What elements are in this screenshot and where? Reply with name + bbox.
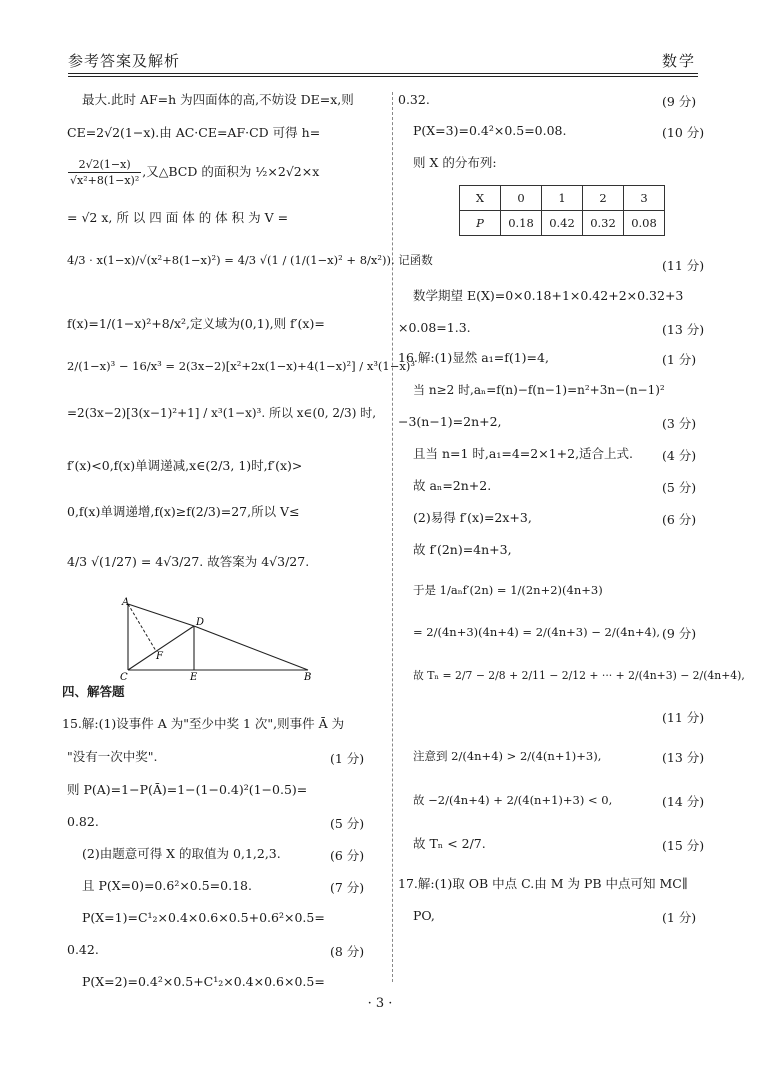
label-c: C <box>120 672 128 682</box>
segment-af <box>128 604 156 651</box>
text-line: 17.解:(1)取 OB 中点 C.由 M 为 PB 中点可知 MC∥ <box>398 876 688 891</box>
text-line: −3(n−1)=2n+2, <box>398 414 502 429</box>
fraction: $\frac{2√2(1-x)}{\text{√x²+8(1−x)²}}$ <box>70 158 140 187</box>
score: (6 分) <box>662 512 697 527</box>
page-number: · 3 · <box>367 996 393 1011</box>
math-line: $\frac{2√2(1-x)}{\text{√x²+8(1−x)²}}$ ,又△BCD 的面积为 ½×2√2×x <box>70 158 320 187</box>
score: (13 分) <box>662 750 705 765</box>
label-e: E <box>190 672 198 682</box>
text-line: f′(x)<0,f(x)单调递减,x∈(2/3, 1)时,f′(x)> <box>67 458 303 473</box>
text-line: 故 Tₙ < 2/7. <box>413 836 486 851</box>
score: (5 分) <box>330 816 365 831</box>
text-line: = √2 x, 所 以 四 面 体 的 体 积 为 V = <box>67 210 289 225</box>
score: (7 分) <box>330 880 365 895</box>
score: (9 分) <box>662 626 697 641</box>
page-header <box>68 46 696 74</box>
score: (8 分) <box>330 944 365 959</box>
math-line: = 2/(4n+3)(4n+4) = 2/(4n+3) − 2/(4n+4), <box>413 625 661 639</box>
text-line: 0,f(x)单调递增,f(x)≥f(2/3)=27,所以 V≤ <box>67 504 300 519</box>
geometry-figure <box>108 596 324 682</box>
text-line: 数学期望 E(X)=0×0.18+1×0.42+2×0.32+3 <box>413 288 684 303</box>
score: (10 分) <box>662 125 705 140</box>
text-line: P(X=2)=0.4²×0.5+C¹₂×0.4×0.6×0.5= <box>82 974 325 989</box>
text-line: 16.解:(1)显然 a₁=f(1)=4, <box>398 350 549 365</box>
header-title: 参考答案及解析 <box>68 52 181 70</box>
table-cell: 0.42 <box>542 211 583 236</box>
score: (1 分) <box>330 751 365 766</box>
segment-db <box>194 626 308 670</box>
table-cell: 0.08 <box>624 211 665 236</box>
score: (4 分) <box>662 448 697 463</box>
text-line: 且 P(X=0)=0.6²×0.5=0.18. <box>82 878 252 893</box>
score: (5 分) <box>662 480 697 495</box>
text-line: P(X=3)=0.4²×0.5=0.08. <box>413 123 567 138</box>
text-line: 且当 n=1 时,a₁=4=2×1+2,适合上式. <box>413 446 634 461</box>
math-line: 故 −2/(4n+4) + 2/(4(n+1)+3) < 0, <box>413 793 613 807</box>
score: (11 分) <box>662 710 705 725</box>
text-line: "没有一次中奖". <box>67 749 158 764</box>
section-heading: 四、解答题 <box>62 684 125 699</box>
segment-cd <box>128 626 194 670</box>
score: (11 分) <box>662 258 705 273</box>
header-subject: 数学 <box>661 52 696 70</box>
text-line: P(X=1)=C¹₂×0.4×0.6×0.5+0.6²×0.5= <box>82 910 325 925</box>
table-cell: 0.32 <box>583 211 624 236</box>
label-b: B <box>304 672 312 682</box>
text-line: 4/3 √(1/27) = 4√3/27. 故答案为 4√3/27. <box>67 554 310 569</box>
score: (6 分) <box>330 848 365 863</box>
table-cell: 0 <box>501 186 542 211</box>
text-line: f(x)=1/(1−x)²+8/x²,定义域为(0,1),则 f′(x)= <box>67 316 325 331</box>
score: (1 分) <box>662 910 697 925</box>
text-line: 则 P(A)=1−P(Ā)=1−(1−0.4)²(1−0.5)= <box>67 782 308 797</box>
text-line: 故 aₙ=2n+2. <box>413 478 492 493</box>
table-cell: 0.18 <box>501 211 542 236</box>
segment-ad <box>128 604 194 626</box>
math-line: 故 Tₙ = 2/7 − 2/8 + 2/11 − 2/12 + ··· + 2/(4n+3) − 2/(4n+4), <box>413 669 745 682</box>
text-line: CE=2√2(1−x).由 AC·CE=AF·CD 可得 h= <box>67 125 321 140</box>
header-rule <box>68 73 698 74</box>
table-cell: 3 <box>624 186 665 211</box>
math-line: =2(3x−2)[3(x−1)²+1] / x³(1−x)³. 所以 x∈(0, 2/3) 时, <box>67 406 377 420</box>
column-divider <box>392 92 393 982</box>
math-line: 注意到 2/(4n+4) > 2/(4(n+1)+3), <box>413 749 602 763</box>
text-line: 0.42. <box>67 942 99 957</box>
text-line: 最大.此时 AF=h 为四面体的高,不妨设 DE=x,则 <box>82 92 354 107</box>
label-a: A <box>122 597 130 608</box>
score: (13 分) <box>662 322 705 337</box>
math-line: 于是 1/aₙf′(2n) = 1/(2n+2)(4n+3) <box>413 583 603 597</box>
text-line: 15.解:(1)设事件 A 为"至少中奖 1 次",则事件 Ā 为 <box>62 716 345 731</box>
score: (1 分) <box>662 352 697 367</box>
text-line: (2)由题意可得 X 的取值为 0,1,2,3. <box>82 846 281 861</box>
score: (15 分) <box>662 838 705 853</box>
table-cell: 2 <box>583 186 624 211</box>
text-line: PO, <box>413 908 435 923</box>
table-cell: X <box>460 186 501 211</box>
label-d: D <box>196 617 205 628</box>
math-line: 4/3 · x(1−x)/√(x²+8(1−x)²) = 4/3 √(1 / (1/(1−x)² + 8/x²)). 记函数 <box>67 253 433 267</box>
math-line: 2/(1−x)³ − 16/x³ = 2(3x−2)[x²+2x(1−x)+4(1−x)²] / x³(1−x)³ <box>67 359 415 373</box>
text-line: 则 X 的分布列: <box>413 155 497 170</box>
text-line: ×0.08=1.3. <box>398 320 471 335</box>
table-row <box>460 211 665 236</box>
table-row <box>460 186 665 211</box>
label-f: F <box>156 651 163 662</box>
score: (3 分) <box>662 416 697 431</box>
text-line: (2)易得 f′(x)=2x+3, <box>413 510 532 525</box>
distribution-table <box>459 185 665 236</box>
table-cell: 1 <box>542 186 583 211</box>
text-line: 当 n≥2 时,aₙ=f(n)−f(n−1)=n²+3n−(n−1)² <box>413 383 665 397</box>
score: (14 分) <box>662 794 705 809</box>
text-line: 0.32. <box>398 92 430 107</box>
header-rule-thin <box>68 76 698 77</box>
table-cell: P <box>460 211 501 236</box>
score: (9 分) <box>662 94 697 109</box>
text-line: 0.82. <box>67 814 99 829</box>
text-line: 故 f′(2n)=4n+3, <box>413 542 512 557</box>
